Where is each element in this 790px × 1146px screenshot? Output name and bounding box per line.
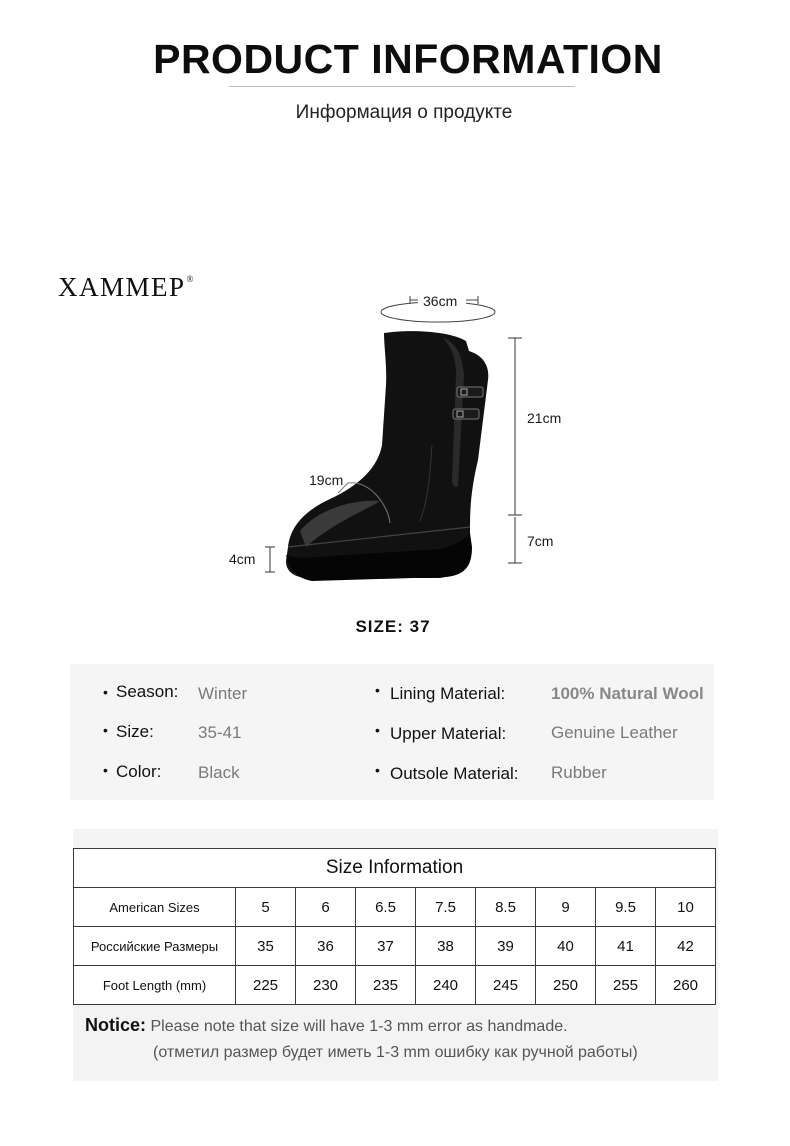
brand-logo — [58, 272, 195, 303]
table-cell: 240 — [416, 966, 476, 1005]
notice-label: Notice: — [85, 1015, 147, 1035]
table-cell: 245 — [476, 966, 536, 1005]
spec-label: Upper Material: — [390, 724, 507, 743]
table-cell: 255 — [596, 966, 656, 1005]
circumference-label: 36cm — [423, 293, 458, 309]
table-cell: 235 — [356, 966, 416, 1005]
table-cell: 37 — [356, 927, 416, 966]
size-caption: SIZE: 37 — [355, 617, 431, 636]
shaft-height-label: 21cm — [527, 410, 562, 426]
notice-line — [85, 1015, 568, 1036]
spec-value: Rubber — [551, 763, 607, 782]
page-subtitle: Информация о продукте — [295, 102, 513, 123]
spec-value: Winter — [198, 684, 248, 703]
table-cell: 7.5 — [416, 888, 476, 927]
table-cell: 10 — [656, 888, 716, 927]
row-header: American Sizes — [74, 888, 236, 927]
table-cell: 38 — [416, 927, 476, 966]
heel-height-label: 7cm — [527, 533, 554, 549]
boot-illustration — [220, 285, 560, 605]
table-cell: 6 — [296, 888, 356, 927]
registered-mark: ® — [186, 274, 195, 284]
table-cell: 230 — [296, 966, 356, 1005]
table-cell: 8.5 — [476, 888, 536, 927]
spec-value: Genuine Leather — [551, 723, 678, 742]
spec-label: Outsole Material: — [390, 764, 519, 783]
spec-value: Black — [198, 763, 240, 782]
bullet: • — [375, 762, 380, 778]
row-header: Foot Length (mm) — [74, 966, 236, 1005]
notice-text: Please note that size will have 1-3 mm error as handmade. — [150, 1018, 568, 1035]
table-cell: 9.5 — [596, 888, 656, 927]
table-cell: 40 — [536, 927, 596, 966]
table-cell: 225 — [236, 966, 296, 1005]
bullet: • — [375, 682, 380, 698]
title-divider — [229, 86, 575, 87]
table-cell: 5 — [236, 888, 296, 927]
table-row — [74, 966, 716, 1005]
table-cell: 250 — [536, 966, 596, 1005]
platform-height-label: 4cm — [229, 551, 256, 567]
page-title: PRODUCT INFORMATION — [153, 36, 663, 82]
size-table-title: Size Information — [74, 849, 716, 888]
row-header: Российские Размеры — [74, 927, 236, 966]
spec-label: Lining Material: — [390, 684, 506, 703]
bullet: • — [103, 684, 108, 700]
size-info-panel — [73, 829, 718, 1081]
spec-value: 35-41 — [198, 723, 242, 742]
table-cell: 260 — [656, 966, 716, 1005]
table-cell: 36 — [296, 927, 356, 966]
spec-label: Season: — [116, 682, 179, 701]
bullet: • — [375, 722, 380, 738]
table-cell: 35 — [236, 927, 296, 966]
table-cell: 39 — [476, 927, 536, 966]
table-cell: 41 — [596, 927, 656, 966]
table-cell: 42 — [656, 927, 716, 966]
spec-value: 100% Natural Wool — [551, 684, 704, 703]
spec-label: Size: — [116, 722, 154, 741]
specs-panel — [70, 664, 714, 800]
bullet: • — [103, 722, 108, 738]
table-cell: 9 — [536, 888, 596, 927]
table-row — [74, 888, 716, 927]
table-row — [74, 927, 716, 966]
bullet: • — [103, 762, 108, 778]
spec-label: Color: — [116, 762, 162, 781]
ankle-label: 19cm — [309, 472, 344, 488]
table-cell: 6.5 — [356, 888, 416, 927]
brand-name: XAMMEP — [58, 272, 186, 302]
notice-text-ru: (отметил размер будет иметь 1-3 mm ошибку как ручной работы) — [153, 1044, 638, 1061]
size-table — [73, 848, 716, 1005]
